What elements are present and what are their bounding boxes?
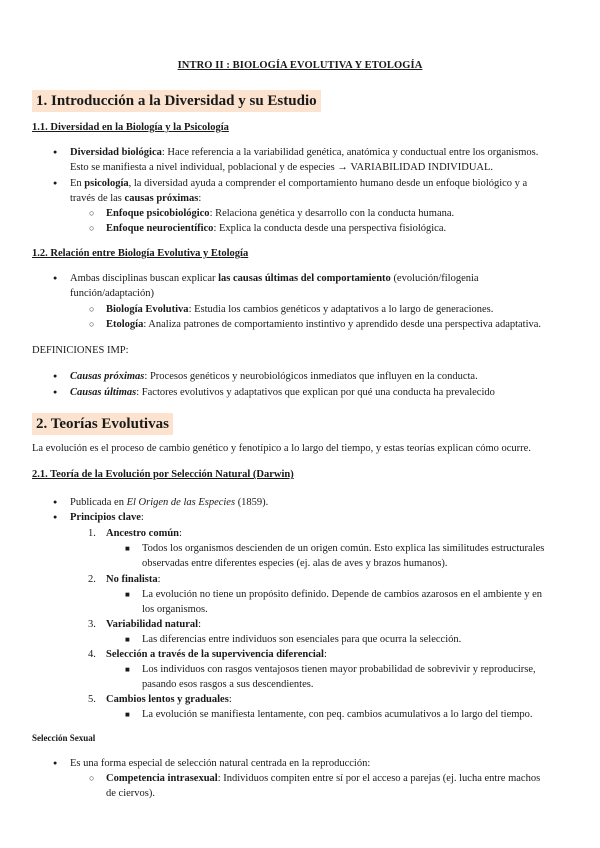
- book-title: El Origen de las Especies: [126, 497, 236, 508]
- text: :: [179, 528, 182, 539]
- text: (evolución/filogenia: [390, 273, 479, 284]
- term: las causas últimas del comportamiento: [218, 273, 391, 284]
- term: Variabilidad natural: [106, 619, 199, 630]
- document-title: INTRO II : BIOLOGÍA EVOLUTIVA Y ETOLOGÍA: [177, 60, 423, 71]
- text: :: [198, 619, 202, 630]
- term: Enfoque psicobiológico: [106, 208, 210, 219]
- text: , la diversidad ayuda a comprender el comportamiento humano desde un enfoque biológico y a: [128, 178, 528, 189]
- detail-item: [142, 707, 582, 722]
- section-1-2-heading: 1.2. Relación entre Biología Evolutiva y Etología: [32, 248, 249, 259]
- list-item: [70, 176, 580, 206]
- term: Ancestro común: [106, 528, 180, 539]
- item-number: 1.: [88, 528, 96, 539]
- list-item: [70, 495, 580, 510]
- text: : Relaciona genética y desarrollo con la conducta humana.: [209, 208, 455, 219]
- text: (1859).: [235, 497, 269, 508]
- detail-item: [142, 587, 582, 617]
- text: : Individuos compiten entre sí por el acceso a parejas (ej. lucha entre machos: [217, 773, 541, 784]
- sub-list-item: [106, 771, 581, 801]
- term: No finalista: [106, 574, 158, 585]
- text: ■ Las diferencias entre individuos son esenciales para que ocurra la selección.: [142, 634, 462, 645]
- text: : Factores evolutivos y adaptativos que explican por qué una conducta ha prevalecido: [136, 387, 495, 398]
- numbered-item: [88, 692, 581, 707]
- term: Competencia intrasexual: [106, 773, 218, 784]
- text: :: [157, 574, 161, 585]
- text: :: [323, 649, 327, 660]
- term: causas próximas: [124, 193, 199, 204]
- term: Biología Evolutiva: [106, 304, 189, 315]
- detail-item: [142, 632, 582, 647]
- term: Etología: [106, 319, 144, 330]
- term: psicología: [84, 178, 129, 189]
- text: : Analiza patrones de comportamiento instintivo y aprendido desde una perspectiva adaptativa.: [143, 319, 542, 330]
- term: Selección a través de la supervivencia diferencial: [106, 649, 324, 660]
- item-number: 4.: [88, 649, 96, 660]
- list-item: [70, 385, 580, 400]
- detail-item: [142, 541, 582, 571]
- numbered-item: [88, 572, 581, 587]
- list-item: [70, 510, 580, 525]
- section-2-heading: 2. Teorías Evolutivas: [32, 413, 173, 435]
- item-number: 5.: [88, 694, 96, 705]
- text: Ambas disciplinas buscan explicar: [70, 273, 219, 284]
- text: :: [198, 193, 202, 204]
- text: Esto se manifiesta a nivel individual, poblacional y de especies → VARIABILIDAD INDIVIDUAL.: [70, 162, 494, 173]
- list-item: [70, 145, 580, 175]
- text: : Estudia los cambios genéticos y adaptativos a lo largo de generaciones.: [188, 304, 494, 315]
- text: En: [70, 178, 85, 189]
- text: : Procesos genéticos y neurobiológicos inmediatos que influyen en la conducta.: [144, 371, 478, 382]
- list-item: [70, 271, 580, 301]
- term: Diversidad biológica: [70, 147, 162, 158]
- text: función/adaptación): [70, 288, 154, 299]
- text: ■ Todos los organismos descienden de un origen común. Esto explica las similitudes estructurales: [142, 543, 545, 554]
- text: Publicada en: [70, 497, 127, 508]
- detail-item: [142, 662, 582, 692]
- text: de ciervos).: [106, 788, 155, 799]
- sub-list-item: [106, 221, 581, 236]
- text: los organismos.: [142, 604, 208, 615]
- text: :: [228, 694, 232, 705]
- sub-list-item: [106, 302, 581, 317]
- term: Cambios lentos y graduales: [106, 694, 229, 705]
- sub-list-item: [106, 206, 581, 221]
- section-1-1-heading: 1.1. Diversidad en la Biología y la Psicología: [32, 122, 229, 133]
- item-number: 3.: [88, 619, 96, 630]
- item-number: 2.: [88, 574, 96, 585]
- definitions-heading: DEFINICIONES IMP:: [32, 345, 129, 356]
- list-item: [70, 369, 580, 384]
- term: Causas próximas: [70, 371, 145, 382]
- text: observadas entre diferentes especies (ej. alas de aves y brazos humanos).: [142, 558, 448, 569]
- sub-list-item: [106, 317, 581, 332]
- text: ■ La evolución no tiene un propósito definido. Depende de cambios azarosos en el ambiente y en: [142, 589, 543, 600]
- text: ■ La evolución se manifiesta lentamente, con peq. cambios acumulativos a lo largo del tiempo.: [142, 709, 533, 720]
- text: : Hace referencia a la variabilidad genética, anatómica y conductual entre los organismos.: [161, 147, 539, 158]
- numbered-item: [88, 617, 581, 632]
- section-2-intro: La evolución es el proceso de cambio genético y fenotípico a lo largo del tiempo, y estas teorías explican cómo ocurre.: [32, 443, 531, 454]
- section-2-1-heading: 2.1. Teoría de la Evolución por Selección Natural (Darwin): [32, 469, 294, 480]
- text: pasando esos rasgos a sus descendientes.: [142, 679, 314, 690]
- section-1-heading: 1. Introducción a la Diversidad y su Estudio: [32, 90, 321, 112]
- term: Enfoque neurocientífico: [106, 223, 214, 234]
- numbered-item: [88, 647, 581, 662]
- text: : Explica la conducta desde una perspectiva fisiológica.: [213, 223, 447, 234]
- text: :: [140, 512, 144, 523]
- sexual-selection-heading: Selección Sexual: [32, 733, 96, 743]
- numbered-item: [88, 526, 581, 541]
- term: Causas últimas: [70, 387, 137, 398]
- text: ■ Los individuos con rasgos ventajosos tienen mayor probabilidad de sobrevivir y reproducirse,: [142, 664, 536, 675]
- term: Principios clave: [70, 512, 141, 523]
- text: través de las: [70, 193, 125, 204]
- list-item: ● Es una forma especial de selección natural centrada en la reproducción:: [70, 756, 580, 771]
